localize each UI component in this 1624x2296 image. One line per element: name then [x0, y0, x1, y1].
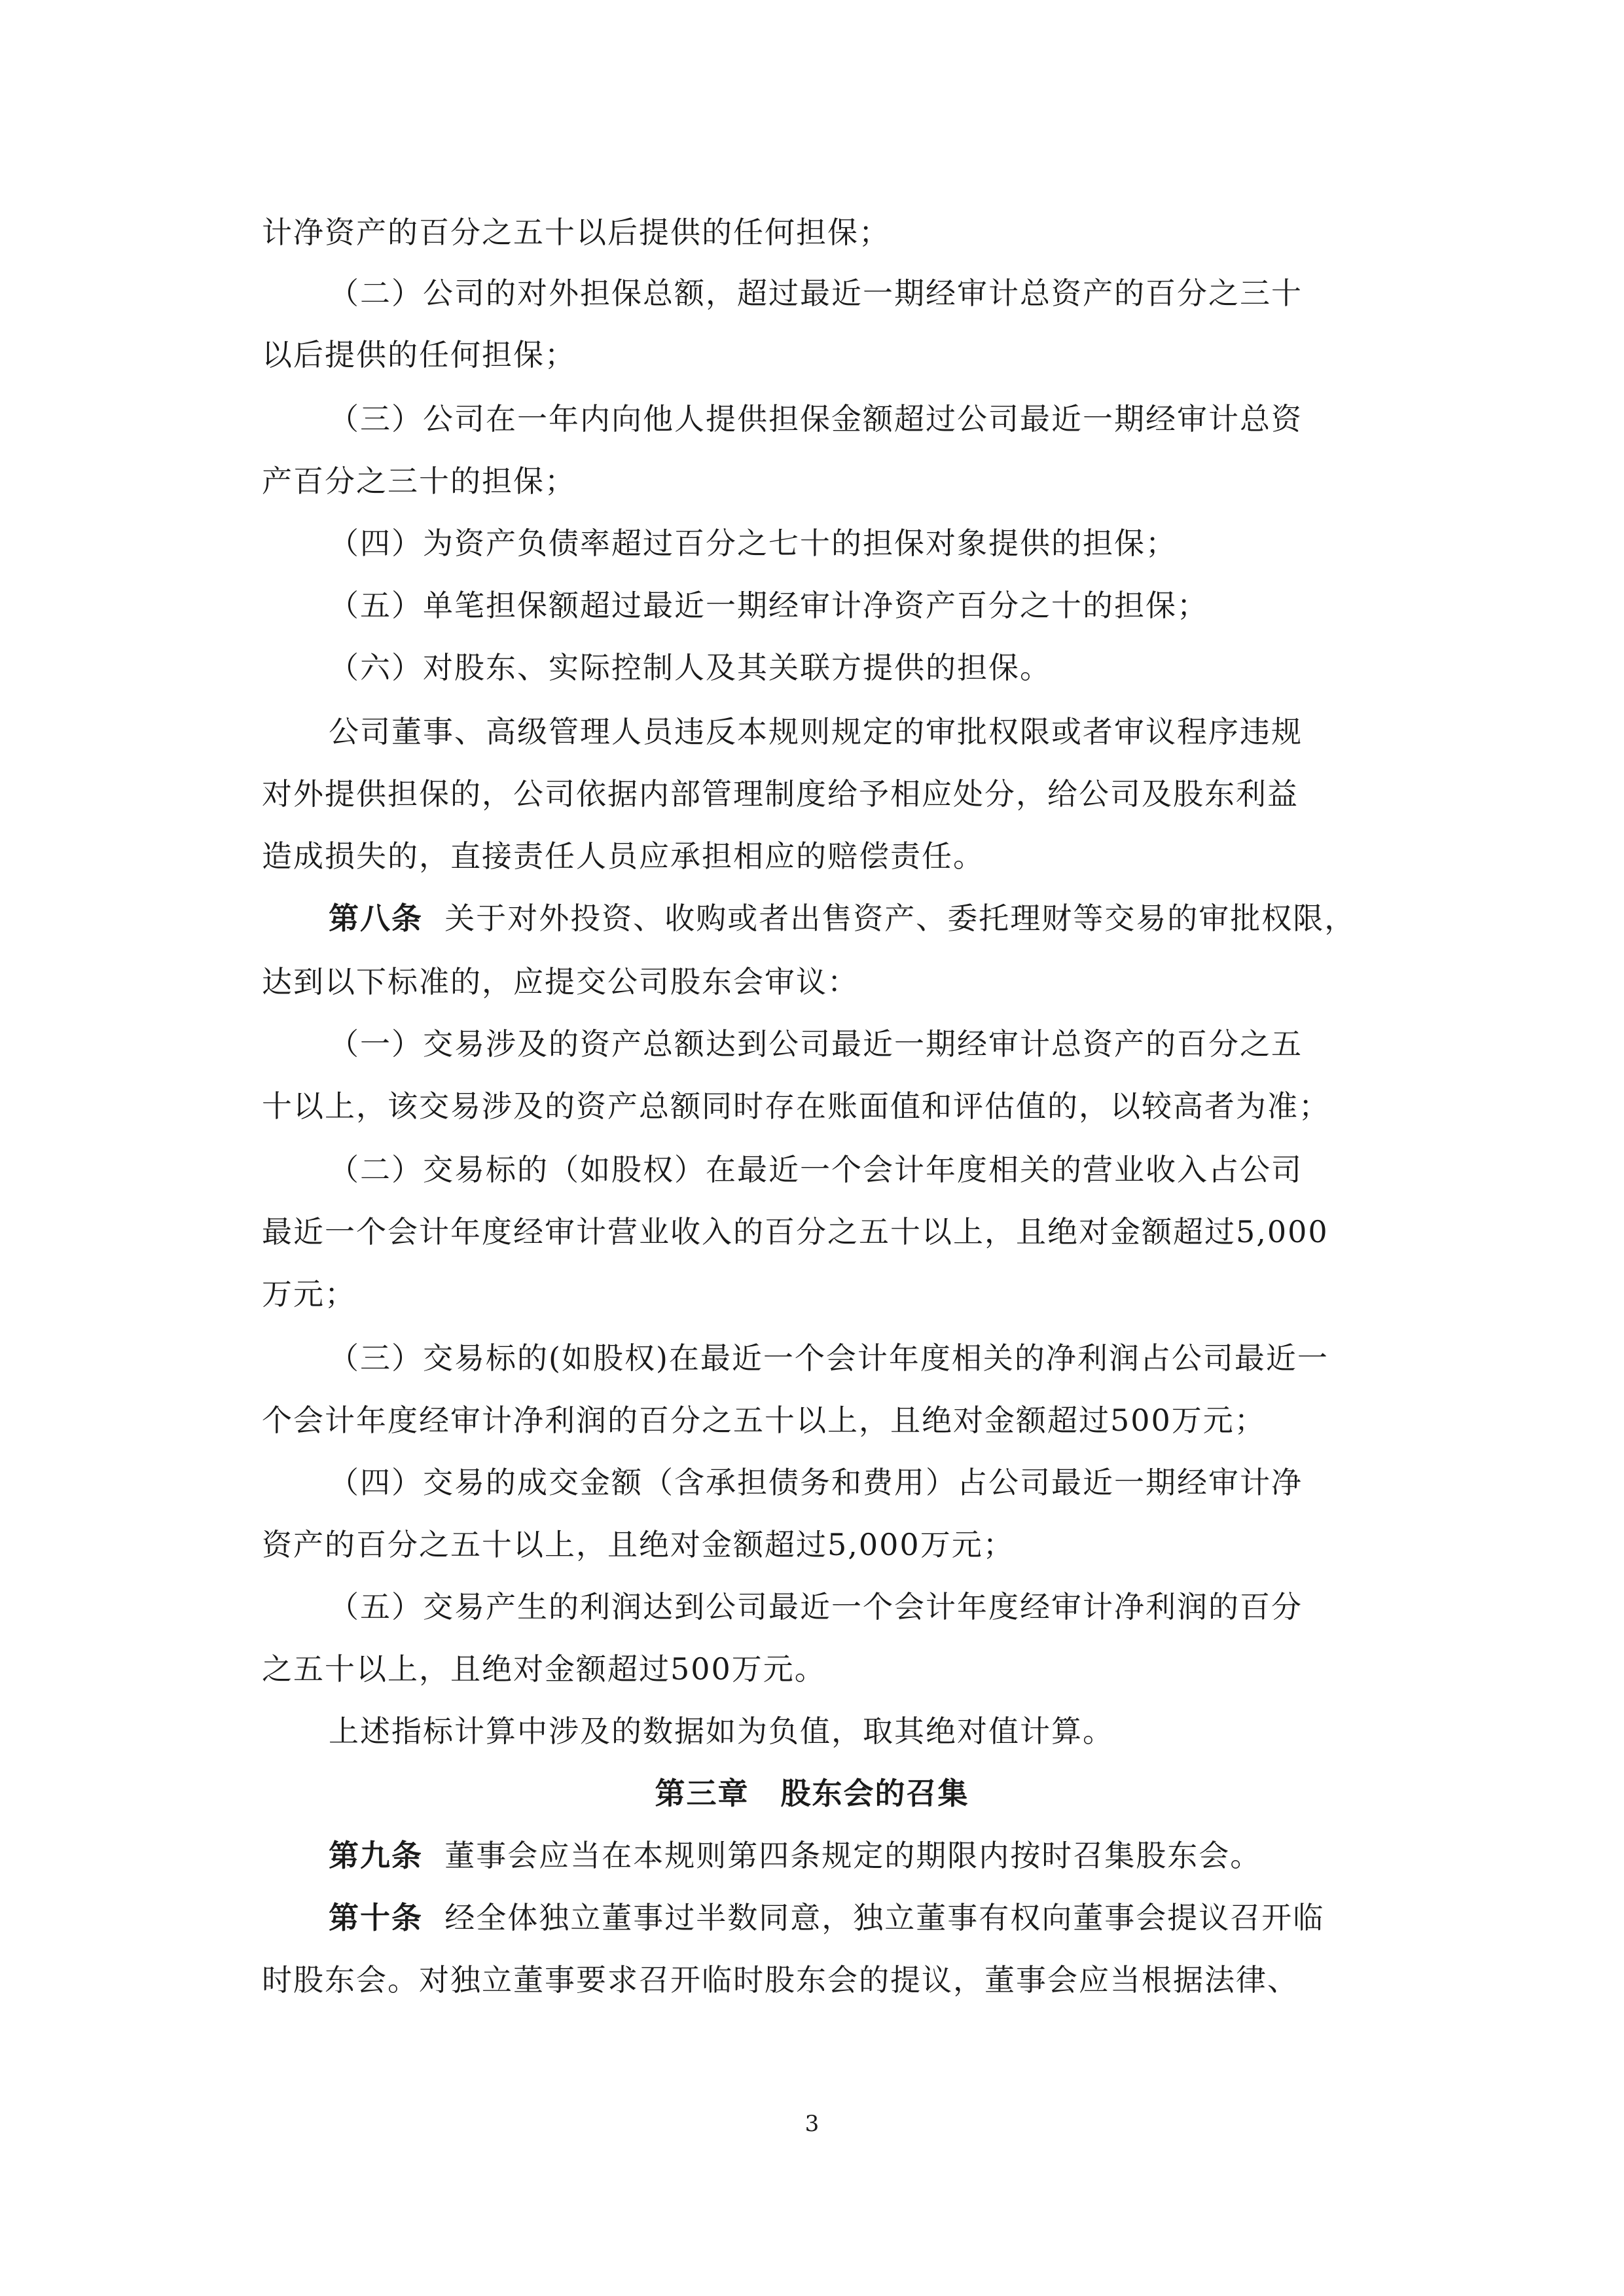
article-label: 第九条 — [329, 1838, 423, 1873]
text-line: （三）公司在一年内向他人提供担保金额超过公司最近一期经审计总资 — [329, 401, 1303, 437]
text-line: 资产的百分之五十以上，且绝对金额超过5,000万元； — [262, 1527, 1015, 1562]
text-line: （四）交易的成交金额（含承担债务和费用）占公司最近一期经审计净 — [329, 1465, 1303, 1500]
article-label: 第十条 — [329, 1900, 423, 1935]
article-text: 关于对外投资、收购或者出售资产、委托理财等交易的审批权限， — [444, 901, 1356, 936]
text-line: 以后提供的任何担保； — [262, 337, 576, 372]
text-line: 上述指标计算中涉及的数据如为负值，取其绝对值计算。 — [329, 1713, 1114, 1749]
text-line: 之五十以上，且绝对金额超过500万元。 — [262, 1651, 826, 1687]
text-line: （六）对股东、实际控制人及其关联方提供的担保。 — [329, 650, 1051, 685]
text-line: （一）交易涉及的资产总额达到公司最近一期经审计总资产的百分之五 — [329, 1026, 1303, 1062]
text-line: （五）交易产生的利润达到公司最近一个会计年度经审计净利润的百分 — [329, 1589, 1303, 1624]
text-line: 达到以下标准的，应提交公司股东会审议： — [262, 964, 859, 999]
article-10-line — [329, 1898, 1324, 1937]
page-number: 3 — [804, 2111, 820, 2137]
text-line: 造成损失的，直接责任人员应承担相应的赔偿责任。 — [262, 838, 984, 874]
chapter-heading: 第三章 股东会的召集 — [655, 1776, 969, 1811]
text-line: 产百分之三十的担保； — [262, 463, 576, 499]
text-line: 十以上，该交易涉及的资产总额同时存在账面值和评估值的，以较高者为准； — [262, 1088, 1330, 1124]
text-line: 计净资产的百分之五十以后提供的任何担保； — [262, 215, 890, 250]
text-line: （四）为资产负债率超过百分之七十的担保对象提供的担保； — [329, 526, 1177, 561]
article-9-line — [329, 1836, 1261, 1875]
text-line: 个会计年度经审计净利润的百分之五十以上，且绝对金额超过500万元； — [262, 1403, 1266, 1438]
article-label: 第八条 — [329, 901, 423, 936]
text-line: 时股东会。对独立董事要求召开临时股东会的提议，董事会应当根据法律、 — [262, 1962, 1299, 1998]
text-line: （五）单笔担保额超过最近一期经审计净资产百分之十的担保； — [329, 588, 1208, 623]
article-text: 经全体独立董事过半数同意，独立董事有权向董事会提议召开临 — [444, 1900, 1325, 1935]
article-text: 董事会应当在本规则第四条规定的期限内按时召集股东会。 — [444, 1838, 1262, 1873]
text-line: （三）交易标的(如股权)在最近一个会计年度相关的净利润占公司最近一 — [329, 1340, 1329, 1376]
text-line: （二）公司的对外担保总额，超过最近一期经审计总资产的百分之三十 — [329, 276, 1303, 311]
text-line: 万元； — [262, 1276, 356, 1312]
text-line: 公司董事、高级管理人员违反本规则规定的审批权限或者审议程序违规 — [329, 714, 1303, 749]
text-line: （二）交易标的（如股权）在最近一个会计年度相关的营业收入占公司 — [329, 1152, 1303, 1187]
text-line: 最近一个会计年度经审计营业收入的百分之五十以上，且绝对金额超过5,000 — [262, 1214, 1329, 1249]
text-line: 对外提供担保的，公司依据内部管理制度给予相应处分，给公司及股东利益 — [262, 776, 1299, 812]
article-8-line — [329, 899, 1356, 938]
